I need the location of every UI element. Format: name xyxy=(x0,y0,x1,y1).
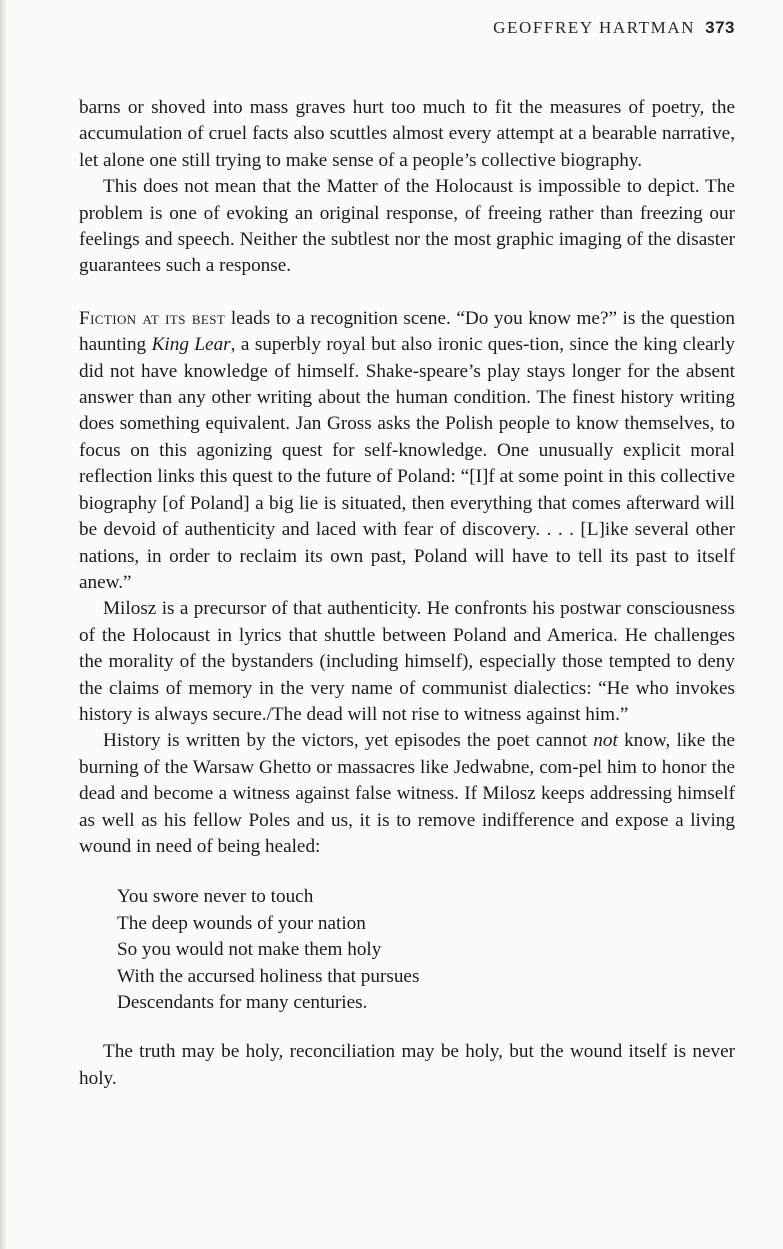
paragraph-text-part: leads to a recognition scene. “Do you know me?” is the question haunting xyxy=(79,307,735,356)
paragraph-text-part: History is written by the victors, yet episodes the poet cannot xyxy=(103,730,594,752)
paragraph-truth-holy: The truth may be holy, reconciliation may be holy, but the wound itself is never holy. xyxy=(79,1041,735,1089)
paragraph-history-victors xyxy=(79,728,735,860)
poem-line: Descendants for many centuries. xyxy=(117,992,368,1013)
poem-line: The deep wounds of your nation xyxy=(117,912,366,934)
paragraph-milosz: Milosz is a precursor of that authenticity. He confronts his postwar consciousness of the Holocaust in lyrics that shuttle between Poland and America. He challenges the morality of the bystanders (including himself), especially those tempted to deny the claims of memory in the very name of communist dialectics: “He who invokes history is always secure./The dead will not rise to witness against him.” xyxy=(79,598,735,725)
poem-line: So you would not make them holy xyxy=(117,939,382,961)
body-text xyxy=(79,95,735,1092)
work-title: King Lear xyxy=(151,334,231,356)
page-gutter-edge xyxy=(0,0,6,1249)
paragraph-continued: barns or shoved into mass graves hurt too much to fit the measures of poetry, the accumulation of cruel facts also scuttles almost every attempt at a bearable narrative, let alone one still trying to make sense of a people’s collective biography. xyxy=(79,97,735,171)
page-number: 373 xyxy=(705,18,735,37)
running-head xyxy=(493,18,735,38)
paragraph-text-part: know, like the burning of the Warsaw Ghetto or massacres like Jedwabne, com-pel him to honor the dead and become a witness against false witness. If Milosz keeps addressing himself as well as his fellow Poles and us, it is to remove indifference and expose a living wound in need of being healed: xyxy=(79,730,735,857)
paragraph-matter-of-holocaust: This does not mean that the Matter of the Holocaust is impossible to depict. The problem is one of evoking an original response, of freeing rather than freezing our feelings and speech. Neither the subtlest nor the most graphic imaging of the disaster guarantees such a response. xyxy=(79,176,735,277)
paragraph-fiction-at-its-best xyxy=(79,306,735,596)
paragraph-text-part: , a superbly royal but also ironic ques-tion, since the king clearly did not have knowledge of himself. Shake-speare’s play stays longer for the absent answer than any other writing about the human condition. The finest history writing does something equivalent. Jan Gross asks the Polish people to know themselves, to focus on this agonizing quest for self-knowledge. One unusually explicit moral reflection links this quest to the future of Poland: “[I]f at some point in this collective biography [of Poland] a big lie is situated, then everything that comes afterward will be devoid of authenticity and laced with fear of discovery. . . . [L]ike several other nations, in order to reclaim its own past, Poland will have to tell its past to itself anew.” xyxy=(79,334,735,593)
emphasis: not xyxy=(593,730,618,752)
running-head-author: GEOFFREY HARTMAN xyxy=(493,18,696,37)
section-lead-in: Fiction at its best xyxy=(79,307,226,329)
poem-line: You swore never to touch xyxy=(117,886,314,908)
poem-line: With the accursed holiness that pursues xyxy=(117,965,420,987)
poem-block xyxy=(117,884,735,1016)
